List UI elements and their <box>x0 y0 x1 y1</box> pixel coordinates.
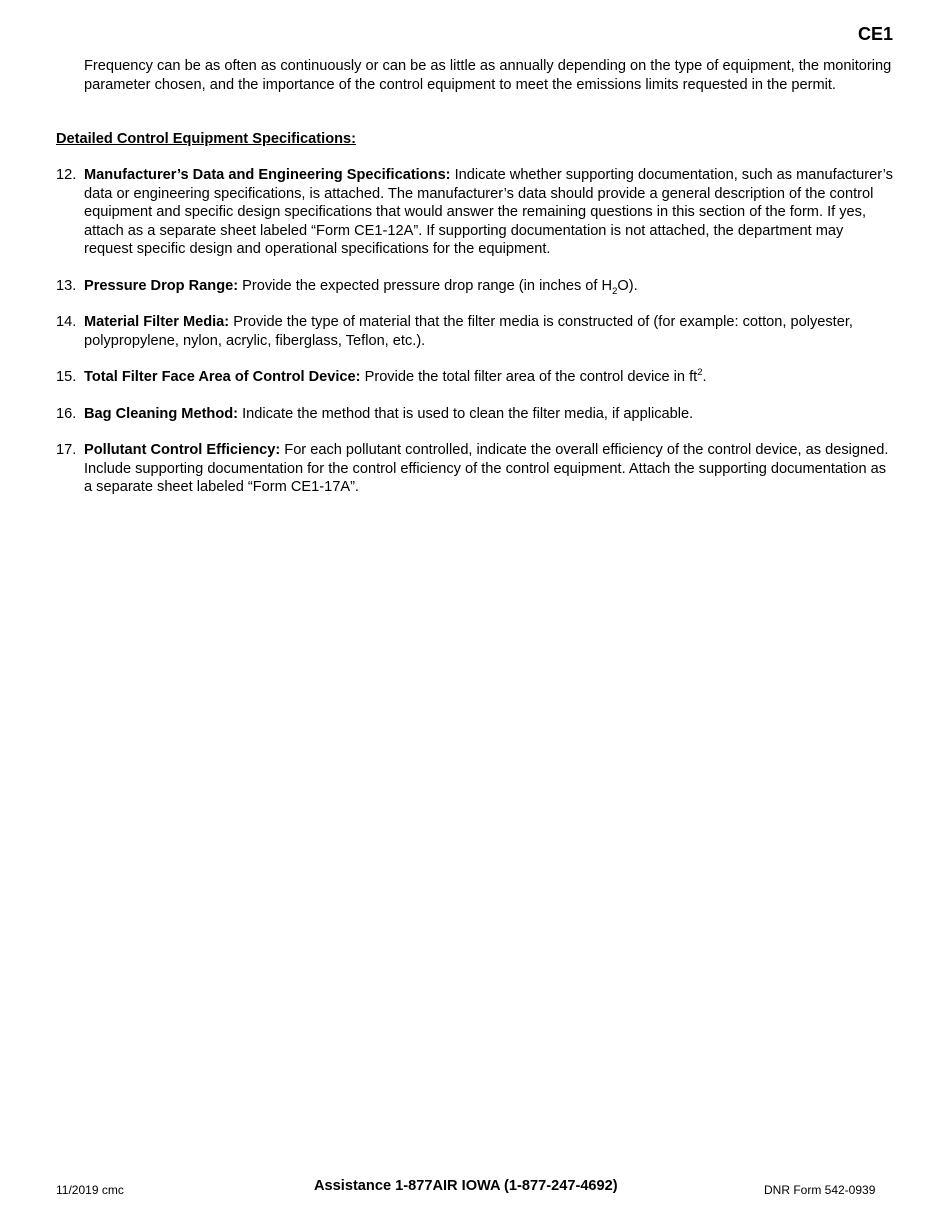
item-text: Indicate whether supporting documentation, such as manufacturer’s data or engineering specifications, is attached. The manufacturer’s data should provide a general description of the control equipment and specific design specifications that would answer the remaining questions in this section of the form. If yes, attach as a separate sheet labeled “Form CE1-12A”. If supporting documentation is not attached, the department may request specific design and operational specifications for the equipment. <box>84 167 893 257</box>
list-item <box>56 405 896 424</box>
instruction-list <box>56 166 896 515</box>
item-text-end: O). <box>617 277 638 294</box>
item-number: 12. <box>56 167 77 183</box>
item-title: Total Filter Face Area of Control Device: <box>84 369 361 385</box>
footer-assistance: Assistance 1-877AIR IOWA (1-877-247-4692) <box>314 1178 618 1194</box>
footer-revision: 11/2019 cmc <box>56 1183 124 1197</box>
item-title: Manufacturer’s Data and Engineering Specifications: <box>84 167 451 183</box>
item-number: 17. <box>56 442 77 458</box>
item-text: Indicate the method that is used to clean the filter media, if applicable. <box>242 405 694 422</box>
item-text: Provide the expected pressure drop range (in inches of H <box>242 277 613 294</box>
item-number: 13. <box>56 277 77 294</box>
item-title: Material Filter Media: <box>84 314 230 330</box>
item-number: 16. <box>56 405 77 422</box>
item-text: For each pollutant controlled, indicate the overall efficiency of the control device, as designed. Include supporting documentation for the control efficiency of the control equipment. Attach the supporting documentation as a separate sheet labeled “Form CE1-17A”. <box>84 442 889 495</box>
list-item <box>56 368 896 387</box>
list-item <box>56 313 896 350</box>
item-title: Pollutant Control Efficiency: <box>84 442 281 458</box>
list-item <box>56 277 896 296</box>
item-subscript: 2 <box>612 285 618 297</box>
footer-form-number: DNR Form 542-0939 <box>764 1183 876 1197</box>
intro-paragraph: Frequency can be as often as continuously or can be as little as annually depending on the type of equipment, the monitoring parameter chosen, and the importance of the control equipment to meet the emissions limits requested in the permit. <box>84 58 892 93</box>
list-item <box>56 166 896 259</box>
item-superscript: 2 <box>697 367 703 379</box>
form-code: CE1 <box>857 24 893 44</box>
item-title: Pressure Drop Range: <box>84 277 239 294</box>
item-number: 14. <box>56 314 77 330</box>
item-title: Bag Cleaning Method: <box>84 405 239 422</box>
item-text: Provide the type of material that the filter media is constructed of (for example: cotton, polyester, polypropylene, nylon, acrylic, fiberglass, Teflon, etc.). <box>84 314 853 349</box>
item-text: Provide the total filter area of the control device in ft <box>364 369 698 385</box>
section-heading: Detailed Control Equipment Specifications: <box>56 131 357 147</box>
item-number: 15. <box>56 369 77 385</box>
list-item <box>56 441 896 497</box>
item-text-end: . <box>702 369 707 385</box>
